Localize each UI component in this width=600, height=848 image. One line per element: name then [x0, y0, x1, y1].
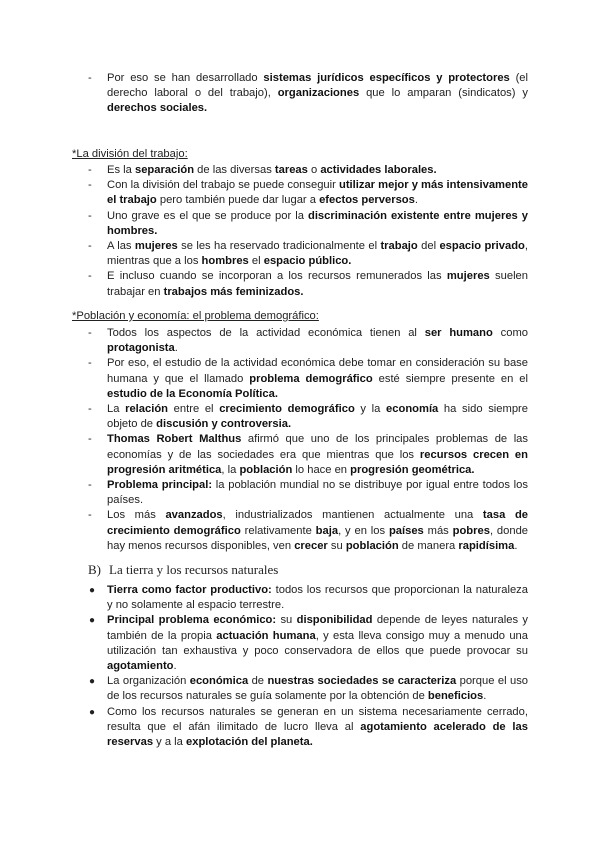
bold-text: espacio público. [263, 255, 352, 268]
bold-text: población [345, 539, 399, 552]
text: como [492, 327, 528, 339]
list-item [88, 209, 528, 239]
dash-marker: - [88, 209, 92, 222]
bold-text: economía [386, 403, 439, 416]
bold-text: tasa de crecimiento demográfico [107, 509, 529, 537]
bold-text: hombres [201, 255, 249, 268]
list-item [88, 71, 528, 117]
text: , mientras que a los [107, 240, 528, 268]
text: . [483, 690, 487, 703]
text: que lo amparan (sindicatos) y [359, 87, 528, 100]
bold-text: disponibilidad [296, 614, 373, 627]
section-letter: B) [88, 562, 101, 577]
bold-text: países [388, 524, 424, 537]
text: ha sido siempre objeto de [107, 403, 528, 431]
dash-marker: - [88, 403, 92, 416]
text: E incluso cuando se incorporan a los recursos remunerados las [107, 270, 447, 283]
list-derechos [88, 71, 528, 117]
text: todos los recursos que proporcionan la naturaleza y no solamente al espacio terrestre. [107, 584, 529, 612]
text: Todos los aspectos de la actividad económica tienen al [107, 327, 425, 339]
text: . [174, 342, 178, 355]
bold-text: beneficios [427, 690, 484, 703]
text: porque el uso de los recursos naturales se guía solamente por la obtención de [107, 675, 529, 703]
dash-marker: - [88, 479, 92, 492]
bold-text: Problema principal: [107, 479, 213, 492]
dash-marker: - [88, 164, 92, 176]
bold-text: tareas [274, 164, 308, 176]
bold-text: económica [189, 675, 249, 688]
text: Por eso, el estudio de la actividad económica debe tomar en consideración su base humana y que el llamado [107, 357, 528, 385]
bold-text: población [239, 463, 293, 476]
text: . [514, 539, 518, 552]
text: . [173, 660, 177, 673]
bold-text: trabajos más feminizados. [163, 285, 304, 298]
text: de manera [398, 539, 459, 552]
bold-text: derechos sociales. [107, 102, 208, 115]
text: de [248, 675, 268, 688]
dash-marker: - [88, 433, 92, 446]
bold-text: progresión geométrica. [350, 463, 475, 476]
dash-marker: - [88, 240, 92, 253]
text: relativamente [240, 524, 316, 537]
bold-text: crecimiento demográfico [219, 403, 355, 416]
dash-marker: - [88, 509, 92, 522]
dash-marker: - [88, 270, 92, 283]
text: Como los recursos naturales se generan en un sistema necesariamente cerrado, resulta que el afán ilimitado de lucro lleva al [107, 705, 528, 733]
bold-text: problema demográfico [249, 372, 373, 385]
text: La organización [107, 675, 190, 688]
dash-marker: - [88, 327, 92, 339]
bold-text: mujeres [134, 240, 178, 253]
bullet-marker: ● [89, 706, 96, 718]
bold-text: agotamiento acelerado de las reservas [107, 720, 528, 749]
list-item [88, 326, 528, 356]
bullet-marker: ● [89, 615, 96, 627]
text: más [423, 524, 453, 537]
bold-text: separación [134, 164, 195, 176]
list-item [88, 432, 528, 478]
text: , y en los [338, 524, 389, 537]
text: su [276, 614, 297, 627]
text: Los más [107, 509, 166, 522]
list-item [88, 402, 528, 432]
dash-marker: - [88, 357, 92, 370]
bold-text: actuación humana [216, 629, 316, 642]
list-item [88, 269, 528, 299]
bold-text: crecer [294, 539, 328, 552]
text: Por eso se han desarrollado [107, 72, 264, 84]
bold-text: Thomas Robert Malthus [107, 433, 242, 446]
text: y a la [153, 736, 187, 749]
dash-marker: - [88, 179, 92, 192]
section-heading-b [88, 562, 278, 578]
bold-text: organizaciones [277, 87, 360, 100]
bold-text: protagonista [107, 342, 175, 355]
heading-division-del-trabajo: *La división del trabajo: [72, 148, 188, 160]
text: , y esta lleva consigo muy a menudo una utilización tan exhaustiva y poco conservadora de ellos que puede provocar su [107, 629, 528, 657]
bold-text: discriminación existente entre mujeres y hombres. [107, 209, 528, 237]
list-item [88, 239, 528, 269]
bold-text: mujeres [446, 270, 490, 283]
bold-text: Principal problema económico: [107, 614, 277, 627]
list-recursos-naturales [88, 583, 528, 750]
bold-text: avanzados [165, 509, 223, 522]
text: depende de leyes naturales y también de la propia [107, 614, 528, 642]
text: se les ha reservado tradicionalmente el [177, 240, 381, 253]
text: o [307, 164, 321, 176]
list-item [88, 583, 528, 613]
text: la población mundial no se distribuye por igual entre todos los países. [107, 479, 528, 507]
bold-text: sistemas jurídicos específicos y protectores [263, 72, 510, 84]
text: Con la división del trabajo se puede conseguir [107, 179, 339, 192]
list-item [88, 178, 528, 208]
section-title: La tierra y los recursos naturales [109, 562, 279, 577]
bold-text: baja [315, 524, 339, 537]
text: su [327, 539, 346, 552]
text: , industrializados mantienen actualmente una [222, 509, 483, 522]
bold-text: relación [125, 403, 169, 416]
bold-text: agotamiento [107, 660, 174, 673]
bold-text: efectos perversos [319, 194, 415, 207]
bold-text: nuestras sociedades se caracteriza [267, 675, 457, 688]
text: de las diversas [194, 164, 275, 176]
text: , la [221, 463, 240, 476]
text: , donde hay menos recursos disponibles, ven [107, 524, 529, 552]
text: y la [354, 403, 387, 416]
text: esté siempre presente en el [372, 372, 528, 385]
bold-text: utilizar mejor y más intensivamente el trabajo [107, 179, 528, 207]
heading-poblacion-economia: *Población y economía: el problema demográfico: [72, 310, 319, 322]
bold-text: pobres [452, 524, 490, 537]
text: Es la [107, 164, 135, 176]
text: . [414, 194, 418, 207]
text: lo hace en [292, 463, 351, 476]
bold-text: explotación del planeta. [186, 736, 313, 749]
text: suelen trabajar en [107, 270, 529, 298]
list-item [88, 613, 528, 674]
text: el [248, 255, 264, 268]
list-item [88, 508, 528, 554]
list-item [88, 674, 528, 704]
text: del [417, 240, 440, 253]
bold-text: ser humano [424, 327, 493, 339]
bullet-marker: ● [89, 676, 96, 688]
list-item [88, 356, 528, 402]
list-division-del-trabajo [88, 163, 528, 300]
bold-text: trabajo [380, 240, 418, 253]
bullet-marker: ● [89, 585, 96, 596]
text: A las [107, 240, 135, 253]
bold-text: rapidísima [458, 539, 515, 552]
text: afirmó que uno de los principales problemas de las economías y de las sociedades era que mientras que los [107, 433, 528, 461]
dash-marker: - [88, 72, 92, 84]
text: entre el [168, 403, 220, 416]
bold-text: actividades laborales. [320, 164, 437, 176]
bold-text: discusión y controversia. [156, 418, 292, 431]
text: (el derecho laboral o del trabajo), [107, 72, 528, 100]
list-item [88, 163, 528, 178]
bold-text: Tierra como factor productivo: [107, 584, 272, 596]
bold-text: espacio privado [439, 240, 525, 253]
bold-text: recursos crecen en progresión aritmética [107, 448, 528, 476]
text: pero también puede dar lugar a [156, 194, 320, 207]
list-item [88, 705, 528, 751]
list-poblacion-economia [88, 326, 528, 554]
text: Uno grave es el que se produce por la [107, 209, 308, 222]
bold-text: estudio de la Economía Política. [107, 387, 278, 400]
list-item [88, 478, 528, 508]
text: La [107, 403, 126, 416]
